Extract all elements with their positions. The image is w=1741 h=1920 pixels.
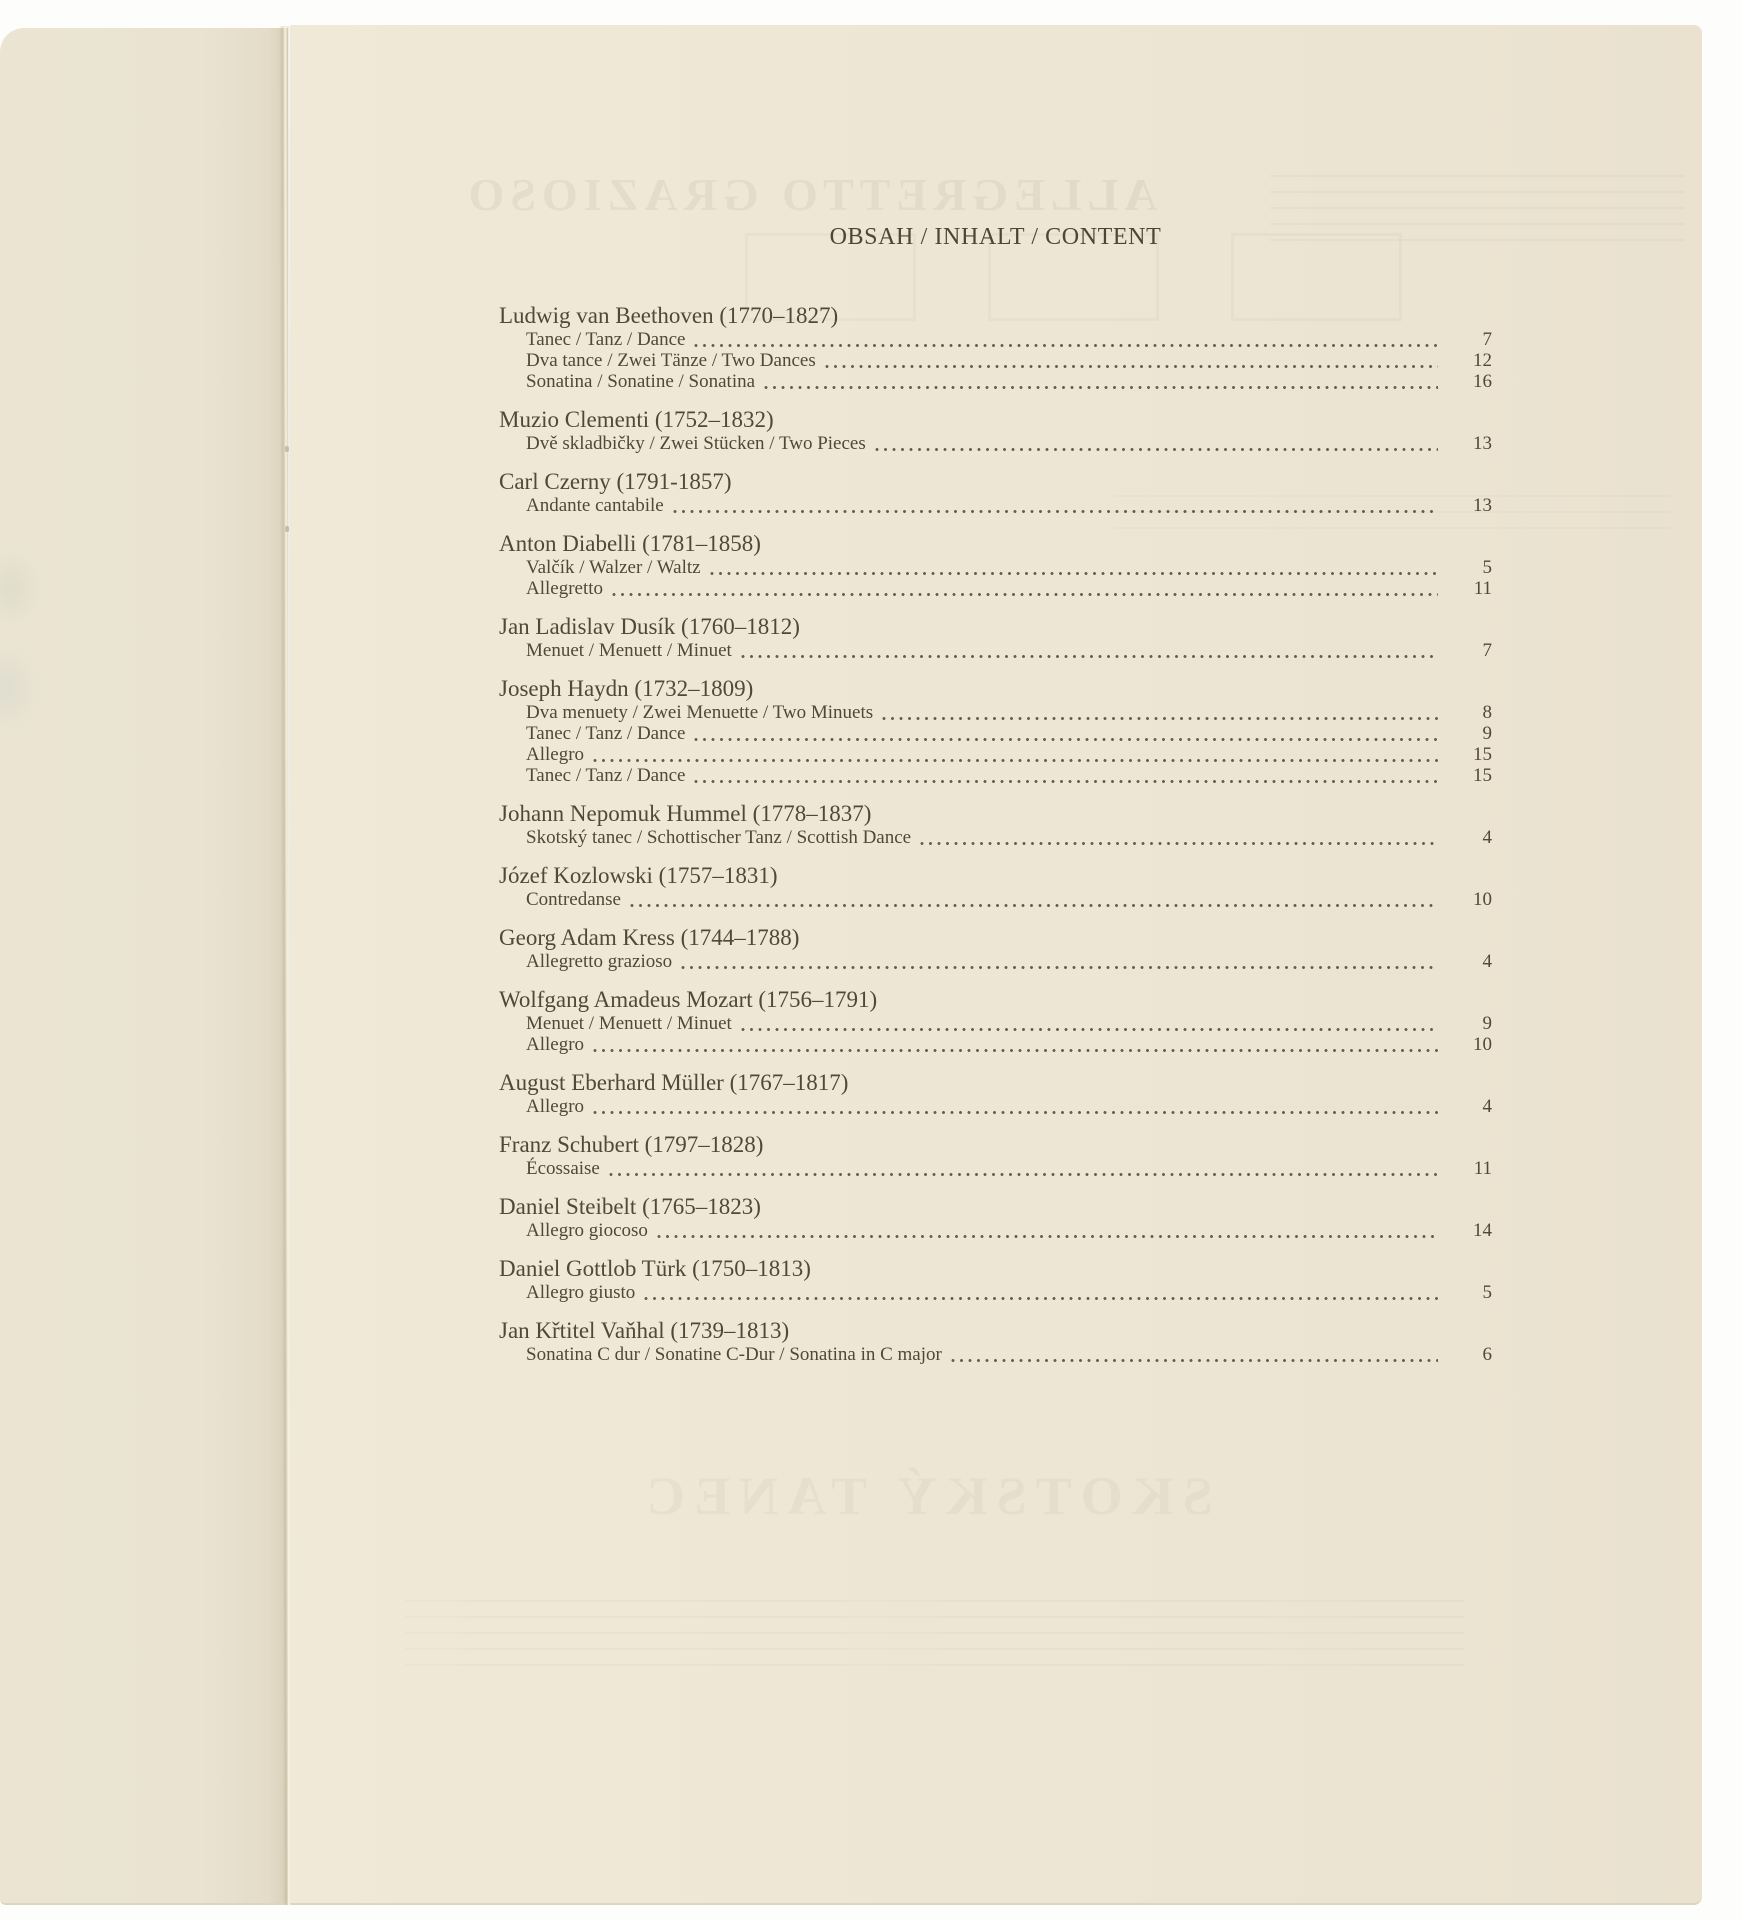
piece-row: [499, 889, 1492, 910]
piece-row: [499, 640, 1492, 661]
page-number: 5: [1482, 1282, 1492, 1303]
dot-leader: [630, 904, 1438, 907]
page-title: OBSAH / INHALT / CONTENT: [829, 224, 1162, 250]
piece-title: Allegro: [526, 1096, 585, 1117]
piece-row: [499, 765, 1492, 786]
page-number: 12: [1473, 350, 1492, 371]
piece-title: Sonatina C dur / Sonatine C-Dur / Sonatina in C major: [526, 1344, 942, 1365]
piece-title: Dvě skladbičky / Zwei Stücken / Two Pieces: [526, 433, 866, 454]
dot-leader: [920, 842, 1438, 845]
piece-row: [499, 557, 1492, 578]
piece-row: [499, 1096, 1492, 1117]
piece-title: Allegretto grazioso: [526, 951, 673, 972]
bleedthrough-smudge: [0, 528, 72, 748]
toc-group: [499, 801, 1492, 848]
page-number: 11: [1473, 1158, 1492, 1179]
dot-leader: [609, 1173, 1438, 1176]
composer-name: Joseph Haydn (1732–1809): [499, 676, 754, 701]
composer-name: August Eberhard Müller (1767–1817): [499, 1070, 849, 1095]
composer-name: Franz Schubert (1797–1828): [499, 1132, 764, 1157]
dot-leader: [673, 510, 1438, 513]
toc-group: [499, 987, 1492, 1055]
dot-leader: [741, 655, 1438, 658]
toc-group: [499, 407, 1492, 454]
page-number: 4: [1482, 1096, 1492, 1117]
piece-row: [499, 1344, 1492, 1365]
piece-title: Sonatina / Sonatine / Sonatina: [526, 371, 756, 392]
composer-name: Wolfgang Amadeus Mozart (1756–1791): [499, 987, 878, 1012]
page-number: 14: [1473, 1220, 1492, 1241]
bleedthrough-title-text: ALLEGRETTO GRAZIOSO: [462, 169, 1158, 220]
toc-group: [499, 531, 1492, 599]
composer-name: Jan Křtitel Vaňhal (1739–1813): [499, 1318, 790, 1343]
toc-group: [499, 469, 1492, 516]
bleedthrough-bottom-text: SKOTSKÝ TANEC: [637, 1466, 1213, 1526]
toc-group: [499, 1256, 1492, 1303]
composer-name: Józef Kozlowski (1757–1831): [499, 863, 778, 888]
piece-row: [499, 433, 1492, 454]
piece-title: Tanec / Tanz / Dance: [526, 329, 686, 350]
bleedthrough-staff-lines: [405, 1600, 1465, 1680]
page-number: 5: [1482, 557, 1492, 578]
piece-title: Dva menuety / Zwei Menuette / Two Minuets: [526, 702, 874, 723]
piece-row: [499, 702, 1492, 723]
dot-leader: [593, 1111, 1438, 1114]
piece-title: Skotský tanec / Schottischer Tanz / Scottish Dance: [526, 827, 912, 848]
piece-title: Allegro giocoso: [526, 1220, 648, 1241]
dot-leader: [694, 344, 1438, 347]
piece-title: Menuet / Menuett / Minuet: [526, 640, 732, 661]
dot-leader: [644, 1297, 1438, 1300]
toc-group: [499, 1132, 1492, 1179]
toc-group: [499, 1070, 1492, 1117]
dot-leader: [593, 759, 1438, 762]
piece-row: [499, 744, 1492, 765]
piece-title: Valčík / Walzer / Waltz: [526, 557, 701, 578]
piece-row: [499, 1013, 1492, 1034]
dot-leader: [681, 966, 1438, 969]
binding-stitch: [285, 526, 289, 532]
page-number: 11: [1473, 578, 1492, 599]
page-number: 15: [1473, 744, 1492, 765]
piece-title: Tanec / Tanz / Dance: [526, 723, 686, 744]
composer-name: Johann Nepomuk Hummel (1778–1837): [499, 801, 872, 826]
page-number: 9: [1482, 1013, 1492, 1034]
toc-group: [499, 1318, 1492, 1365]
composer-name: Muzio Clementi (1752–1832): [499, 407, 774, 432]
dot-leader: [593, 1049, 1438, 1052]
dot-leader: [612, 593, 1438, 596]
toc-group: [499, 1194, 1492, 1241]
page-number: 10: [1473, 889, 1492, 910]
piece-row: [499, 1282, 1492, 1303]
piece-row: [499, 1034, 1492, 1055]
composer-name: Georg Adam Kress (1744–1788): [499, 925, 800, 950]
left-page: [0, 28, 288, 1905]
dot-leader: [875, 448, 1438, 451]
composer-name: Daniel Gottlob Türk (1750–1813): [499, 1256, 811, 1281]
page-number: 4: [1482, 951, 1492, 972]
toc-group: [499, 863, 1492, 910]
composer-name: Ludwig van Beethoven (1770–1827): [499, 303, 839, 328]
page-number: 16: [1473, 371, 1492, 392]
piece-row: [499, 329, 1492, 350]
piece-row: [499, 723, 1492, 744]
piece-title: Dva tance / Zwei Tänze / Two Dances: [526, 350, 816, 371]
dot-leader: [694, 780, 1438, 783]
piece-row: [499, 578, 1492, 599]
composer-name: Jan Ladislav Dusík (1760–1812): [499, 614, 800, 639]
piece-title: Allegro giusto: [526, 1282, 636, 1303]
piece-row: [499, 951, 1492, 972]
piece-row: [499, 1220, 1492, 1241]
dot-leader: [694, 738, 1438, 741]
dot-leader: [710, 572, 1438, 575]
piece-title: Allegretto: [526, 578, 604, 599]
page-number: 9: [1482, 723, 1492, 744]
page-number: 10: [1473, 1034, 1492, 1055]
piece-title: Andante cantabile: [526, 495, 664, 516]
dot-leader: [825, 365, 1438, 368]
toc-group: [499, 303, 1492, 392]
page-number: 13: [1473, 495, 1492, 516]
dot-leader: [657, 1235, 1438, 1238]
dot-leader: [764, 386, 1438, 389]
piece-title: Tanec / Tanz / Dance: [526, 765, 686, 786]
piece-title: Contredanse: [526, 889, 621, 910]
page-number: 7: [1482, 640, 1492, 661]
page-number: 8: [1482, 702, 1492, 723]
page-number: 13: [1473, 433, 1492, 454]
dot-leader: [951, 1359, 1438, 1362]
piece-row: [499, 827, 1492, 848]
toc-group: [499, 614, 1492, 661]
piece-title: Allegro: [526, 744, 585, 765]
composer-name: Anton Diabelli (1781–1858): [499, 531, 761, 556]
toc-list: [499, 303, 1492, 1365]
toc-group: [499, 925, 1492, 972]
piece-title: Menuet / Menuett / Minuet: [526, 1013, 732, 1034]
binding-stitch: [285, 446, 289, 452]
page-number: 7: [1482, 329, 1492, 350]
toc-group: [499, 676, 1492, 786]
composer-name: Daniel Steibelt (1765–1823): [499, 1194, 761, 1219]
right-page: [290, 25, 1702, 1905]
piece-title: Allegro: [526, 1034, 585, 1055]
piece-row: [499, 1158, 1492, 1179]
piece-row: [499, 495, 1492, 516]
dot-leader: [741, 1028, 1438, 1031]
dot-leader: [882, 717, 1438, 720]
piece-row: [499, 371, 1492, 392]
page-number: 4: [1482, 827, 1492, 848]
page-number: 15: [1473, 765, 1492, 786]
piece-row: [499, 350, 1492, 371]
piece-title: Écossaise: [526, 1158, 600, 1179]
composer-name: Carl Czerny (1791-1857): [499, 469, 732, 494]
page-number: 6: [1482, 1344, 1492, 1365]
